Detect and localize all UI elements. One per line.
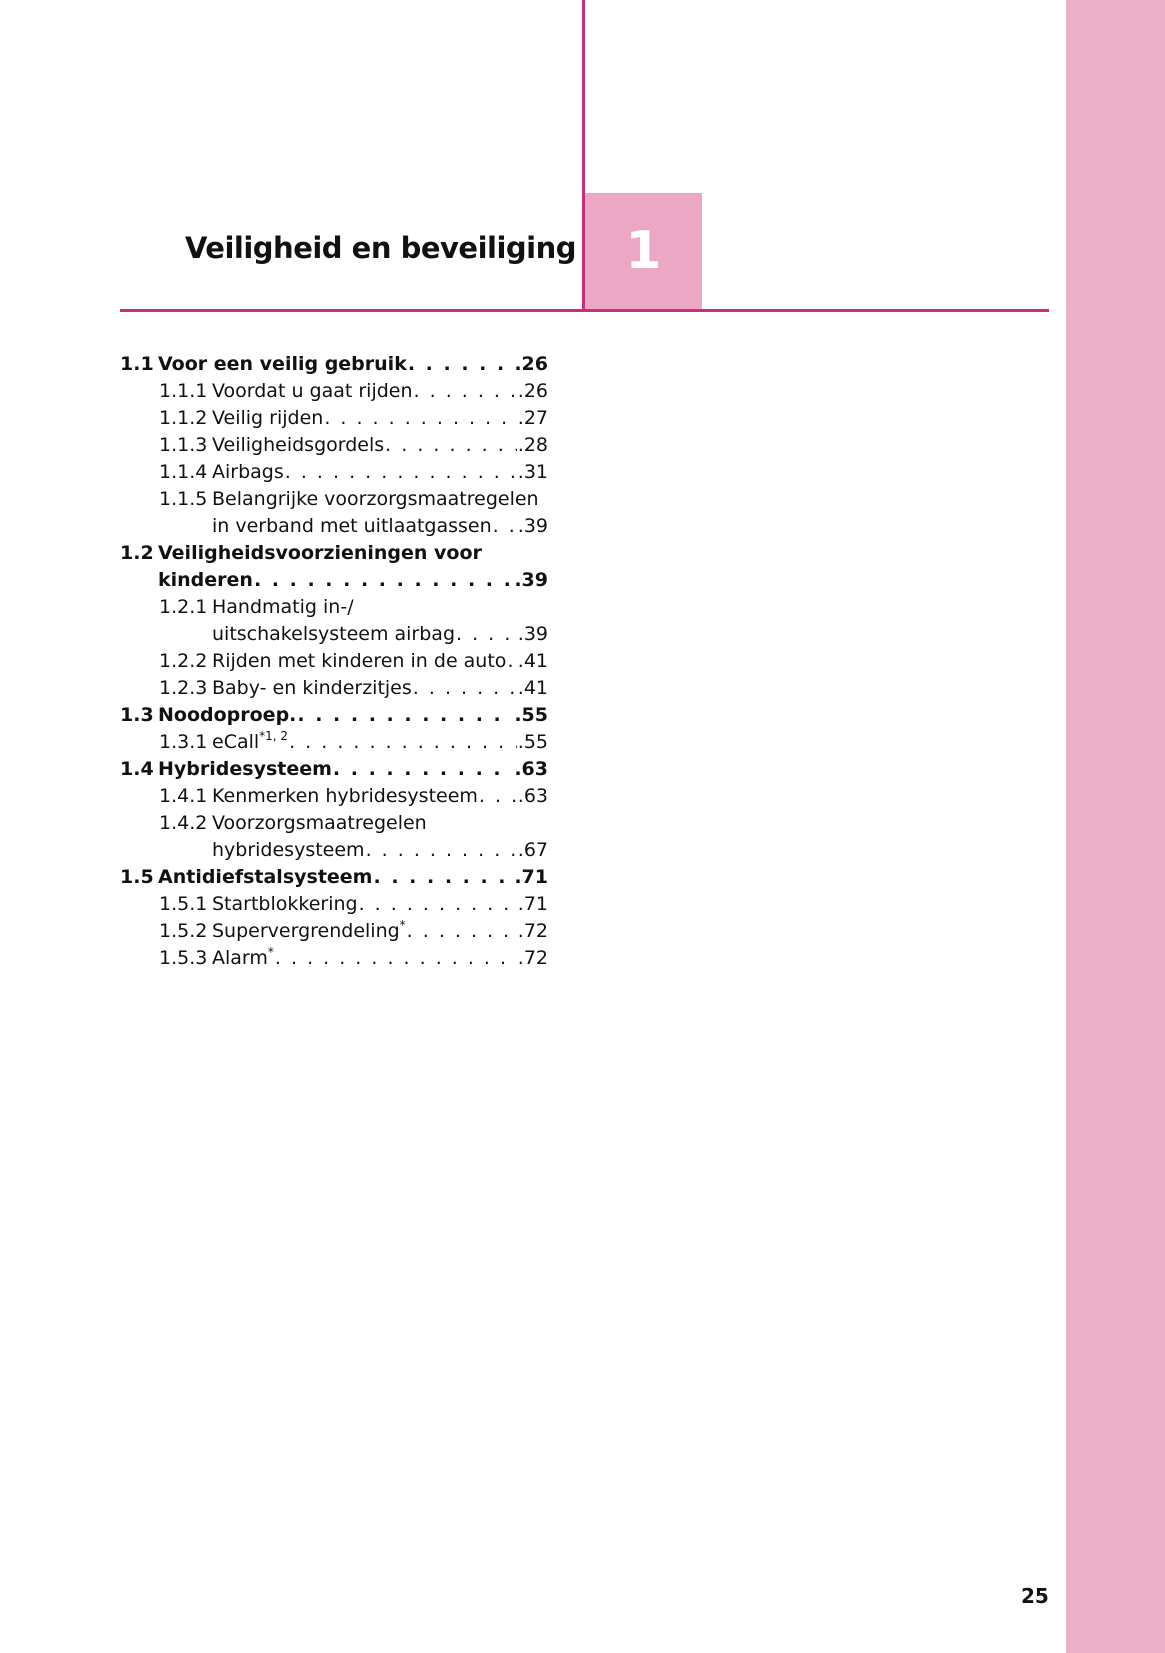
footnote-marker: * [267,945,274,959]
toc-entry-page: .28 [517,434,548,456]
toc-entry-page: .71 [514,866,548,888]
toc-entry[interactable] [120,783,548,810]
toc-entry[interactable] [120,810,548,837]
toc-entry-page: .39 [514,569,548,591]
toc-entry-title-text: uitschakelsysteem airbag [212,623,456,645]
footnote-marker: *1, 2 [259,729,289,743]
toc-entry[interactable] [120,891,548,918]
toc-entry-page: .72 [517,947,548,969]
dot-leader [414,378,517,405]
toc-entry[interactable] [120,756,548,783]
toc-entry-number: 1.4.1 [159,785,208,807]
toc-entry[interactable] [120,621,548,648]
toc-entry[interactable] [120,432,548,459]
toc-entry[interactable] [120,675,548,702]
toc-entry[interactable] [120,864,548,891]
header-horizontal-rule [120,309,1049,312]
toc-entry-number: 1.5.2 [159,920,208,942]
toc-entry-text [212,891,548,918]
toc-entry-number: 1.1.2 [159,407,208,429]
toc-entry-number: 1.5.1 [159,893,208,915]
toc-entry-number: 1.2.1 [159,596,208,618]
chapter-number: 1 [625,221,662,281]
toc-entry-number: 1.4.2 [159,812,208,834]
toc-entry-page: .27 [517,407,548,429]
footnote-marker: * [399,918,406,932]
dot-leader [407,918,517,945]
toc-entry-page: .63 [517,785,548,807]
toc-entry[interactable] [120,945,548,972]
toc-entry-title [158,567,253,594]
toc-entry-title [158,756,332,783]
toc-entry-text [212,648,548,675]
toc-entry-text [212,783,548,810]
toc-entry-title-text: Rijden met kinderen in de auto [212,650,507,672]
dot-leader [413,675,517,702]
dot-leader [408,351,514,378]
toc-entry-text [158,702,548,729]
toc-entry-text [212,594,548,621]
toc-entry-page: .41 [517,677,548,699]
toc-entry[interactable] [120,459,548,486]
toc-entry-text [158,351,548,378]
side-chapter-tab [1066,0,1165,1653]
toc-entry-title [158,351,407,378]
toc-entry-text [212,675,548,702]
table-of-contents [120,351,548,972]
toc-entry-page: .55 [517,731,548,753]
toc-entry[interactable] [120,351,548,378]
toc-entry-title-text: Antidiefstalsysteem [158,866,373,888]
toc-entry-number: 1.5 [120,866,154,888]
toc-entry-text [158,540,548,567]
toc-entry[interactable] [120,648,548,675]
toc-entry-number: 1.1.3 [159,434,208,456]
toc-entry-page: .67 [517,839,548,861]
toc-entry-page: .63 [514,758,548,780]
toc-entry-number: 1.3.1 [159,731,208,753]
toc-entry-text [212,513,548,540]
toc-entry-title-text: Alarm [212,947,268,969]
toc-entry-text [212,432,548,459]
toc-entry-title [212,675,412,702]
toc-entry-number: 1.1.5 [159,488,208,510]
dot-leader [366,837,517,864]
toc-entry-page: .39 [517,623,548,645]
dot-leader [456,621,517,648]
toc-entry-number: 1.4 [120,758,154,780]
toc-entry-number: 1.2.3 [159,677,208,699]
toc-entry-number: 1.1.1 [159,380,208,402]
toc-entry-text [158,864,548,891]
toc-entry-title-text: in verband met uitlaatgassen [212,515,492,537]
toc-entry[interactable] [120,567,548,594]
toc-entry-text [158,567,548,594]
toc-entry-title-text: Handmatig in-/ [212,596,354,618]
toc-entry-page: .26 [517,380,548,402]
toc-entry-text [212,459,548,486]
dot-leader [373,864,513,891]
toc-entry-text [158,756,548,783]
toc-entry-title-text: Startblokkering [212,893,358,915]
toc-entry-title [212,810,427,837]
toc-entry-page: .31 [517,461,548,483]
toc-entry[interactable] [120,486,548,513]
toc-entry[interactable] [120,837,548,864]
toc-entry-title [212,729,288,756]
dot-leader [324,405,516,432]
toc-entry-title [212,918,406,945]
toc-entry-page: .39 [517,515,548,537]
toc-entry[interactable] [120,918,548,945]
toc-entry-title [212,378,413,405]
toc-entry-title [212,648,506,675]
toc-entry-title-text: Belangrijke voorzorgsmaatregelen [212,488,539,510]
toc-entry-text [212,621,548,648]
dot-leader [289,729,517,756]
toc-entry-title [158,540,482,567]
dot-leader [385,432,517,459]
toc-entry-title-text: Noodoproep. [158,704,297,726]
toc-entry-title-text: Voor een veilig gebruik [158,353,407,375]
toc-entry-text [212,837,548,864]
toc-entry-title [212,621,455,648]
dot-leader [507,648,516,675]
toc-entry-title [212,945,274,972]
toc-entry-text [212,378,548,405]
toc-entry-title-text: Veiligheidsvoorzieningen voor [158,542,482,564]
dot-leader [493,513,517,540]
toc-entry-title-text: Veilig rijden [212,407,324,429]
dot-leader [297,702,513,729]
toc-entry-title-text: Voorzorgsmaatregelen [212,812,427,834]
toc-entry-number: 1.1 [120,353,154,375]
toc-entry-title [212,891,358,918]
toc-entry-number: 1.5.3 [159,947,208,969]
toc-entry-page: .55 [514,704,548,726]
toc-entry[interactable] [120,513,548,540]
dot-leader [479,783,517,810]
toc-entry[interactable] [120,702,548,729]
dot-leader [333,756,513,783]
toc-entry-title-text: Voordat u gaat rijden [212,380,413,402]
toc-entry-title [212,405,323,432]
dot-leader [359,891,517,918]
toc-entry-page: .41 [517,650,548,672]
toc-entry[interactable] [120,729,548,756]
toc-entry-title [158,864,372,891]
toc-entry-title [212,432,384,459]
toc-entry[interactable] [120,378,548,405]
toc-entry-title [212,486,539,513]
chapter-title: Veiligheid en beveiliging [184,231,576,265]
toc-entry-title [158,702,296,729]
toc-entry-title [212,459,284,486]
dot-leader [275,945,517,972]
toc-entry-title-text: Hybridesysteem [158,758,332,780]
toc-entry-title [212,594,354,621]
toc-entry[interactable] [120,540,548,567]
toc-entry-title-text: Supervergrendeling [212,920,400,942]
toc-entry-page: .72 [517,920,548,942]
toc-entry-text [212,918,548,945]
toc-entry-title [212,837,365,864]
toc-entry[interactable] [120,594,548,621]
toc-entry-text [212,729,548,756]
toc-entry-title-text: Baby- en kinderzitjes [212,677,412,699]
toc-entry-number: 1.2.2 [159,650,208,672]
toc-entry-title-text: eCall [212,731,260,753]
toc-entry-title [212,783,478,810]
toc-entry-title-text: hybridesysteem [212,839,365,861]
toc-entry-page: .71 [517,893,548,915]
toc-entry-text [212,945,548,972]
toc-entry-title-text: kinderen [158,569,253,591]
chapter-number-box [585,193,702,309]
toc-entry-text [212,486,548,513]
toc-entry-title-text: Kenmerken hybridesysteem [212,785,478,807]
dot-leader [285,459,517,486]
toc-entry-title-text: Veiligheidsgordels [212,434,385,456]
toc-entry-text [212,405,548,432]
toc-entry-page: .26 [514,353,548,375]
page-number: 25 [1021,1584,1049,1608]
toc-entry-title-text: Airbags [212,461,284,483]
toc-entry-text [212,810,548,837]
dot-leader [254,567,513,594]
toc-entry-number: 1.3 [120,704,154,726]
toc-entry-number: 1.1.4 [159,461,208,483]
toc-entry-number: 1.2 [120,542,154,564]
toc-entry[interactable] [120,405,548,432]
toc-entry-title [212,513,492,540]
